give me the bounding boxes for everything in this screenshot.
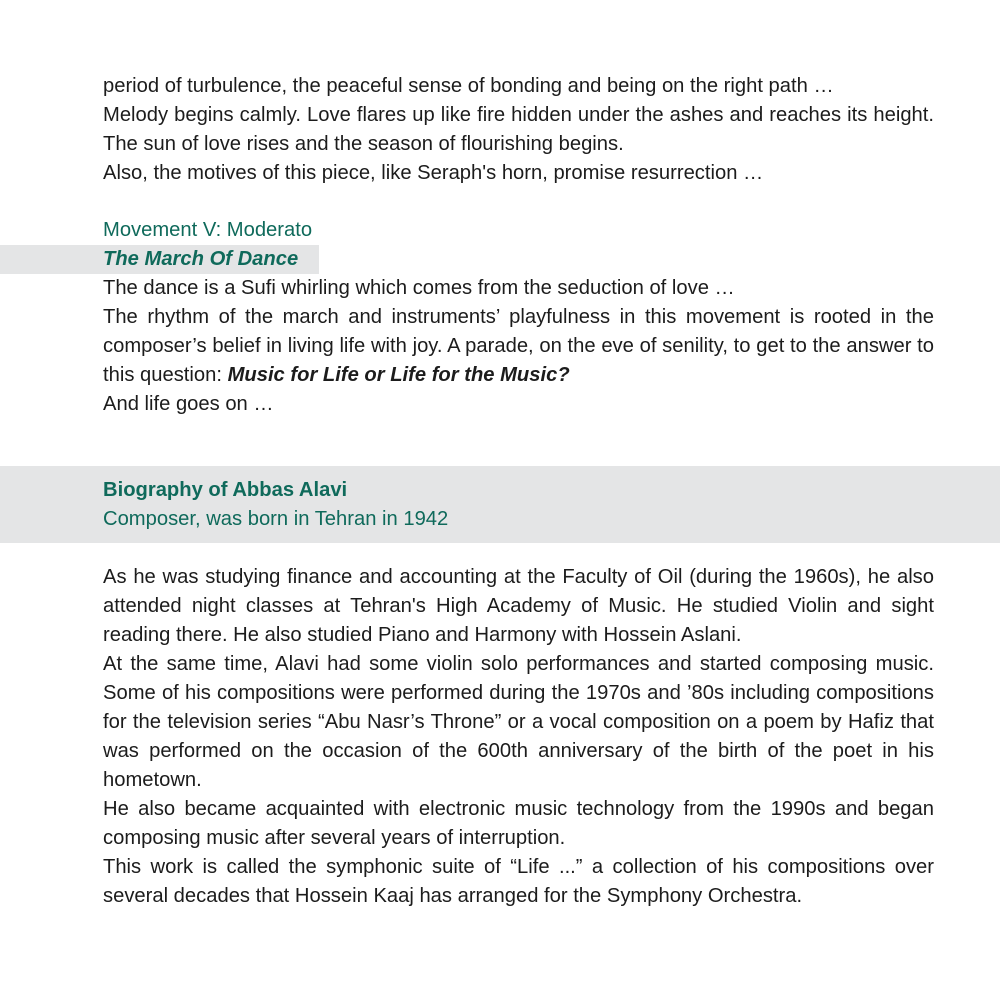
biography-paragraph: At the same time, Alavi had some violin solo performances and started composing music. Some of his compositions were performed during the 1970s and ’80s including compositions for the television series “Abu Nasr’s Throne” or a vocal composition on a poem by Hafiz that was performed on the occasion of the 600th anniversary of the birth of the poet in his hometown. <box>103 653 934 791</box>
movement-paragraph <box>103 303 934 390</box>
movement-section <box>103 216 934 419</box>
movement-paragraph: The dance is a Sufi whirling which comes from the seduction of love … <box>103 277 735 299</box>
intro-section <box>103 72 934 188</box>
biography-paragraph: As he was studying finance and accounting at the Faculty of Oil (during the 1960s), he also attended night classes at Tehran's High Academy of Music. He studied Violin and sight reading there. He also studied Piano and Harmony with Hossein Aslani. <box>103 566 934 646</box>
intro-paragraph: Melody begins calmly. Love flares up like fire hidden under the ashes and reaches its height. The sun of love rises and the season of flourishing begins. <box>103 104 934 155</box>
intro-line: Also, the motives of this piece, like Seraph's horn, promise resurrection … <box>103 162 764 184</box>
biography-title: Biography of Abbas Alavi <box>103 479 348 501</box>
movement-emphasis: Music for Life or Life for the Music? <box>227 364 570 386</box>
biography-paragraph: He also became acquainted with electronic music technology from the 1990s and began composing music after several years of interruption. <box>103 798 934 849</box>
movement-heading: Movement V: Moderato <box>103 219 313 241</box>
biography-body <box>103 563 934 911</box>
movement-paragraph-text: The rhythm of the march and instruments’ playfulness in this movement is rooted in the composer’s belief in living life with joy. A parade, on the eve of senility, to get to the answer to this question: <box>103 306 934 386</box>
movement-paragraph: And life goes on … <box>103 393 274 415</box>
intro-line: period of turbulence, the peaceful sense of bonding and being on the right path … <box>103 75 834 97</box>
movement-title: The March Of Dance <box>103 248 299 270</box>
biography-header <box>103 476 934 534</box>
biography-paragraph: This work is called the symphonic suite of “Life ...” a collection of his compositions over several decades that Hossein Kaaj has arranged for the Symphony Orchestra. <box>103 856 934 907</box>
biography-subtitle: Composer, was born in Tehran in 1942 <box>103 508 449 530</box>
